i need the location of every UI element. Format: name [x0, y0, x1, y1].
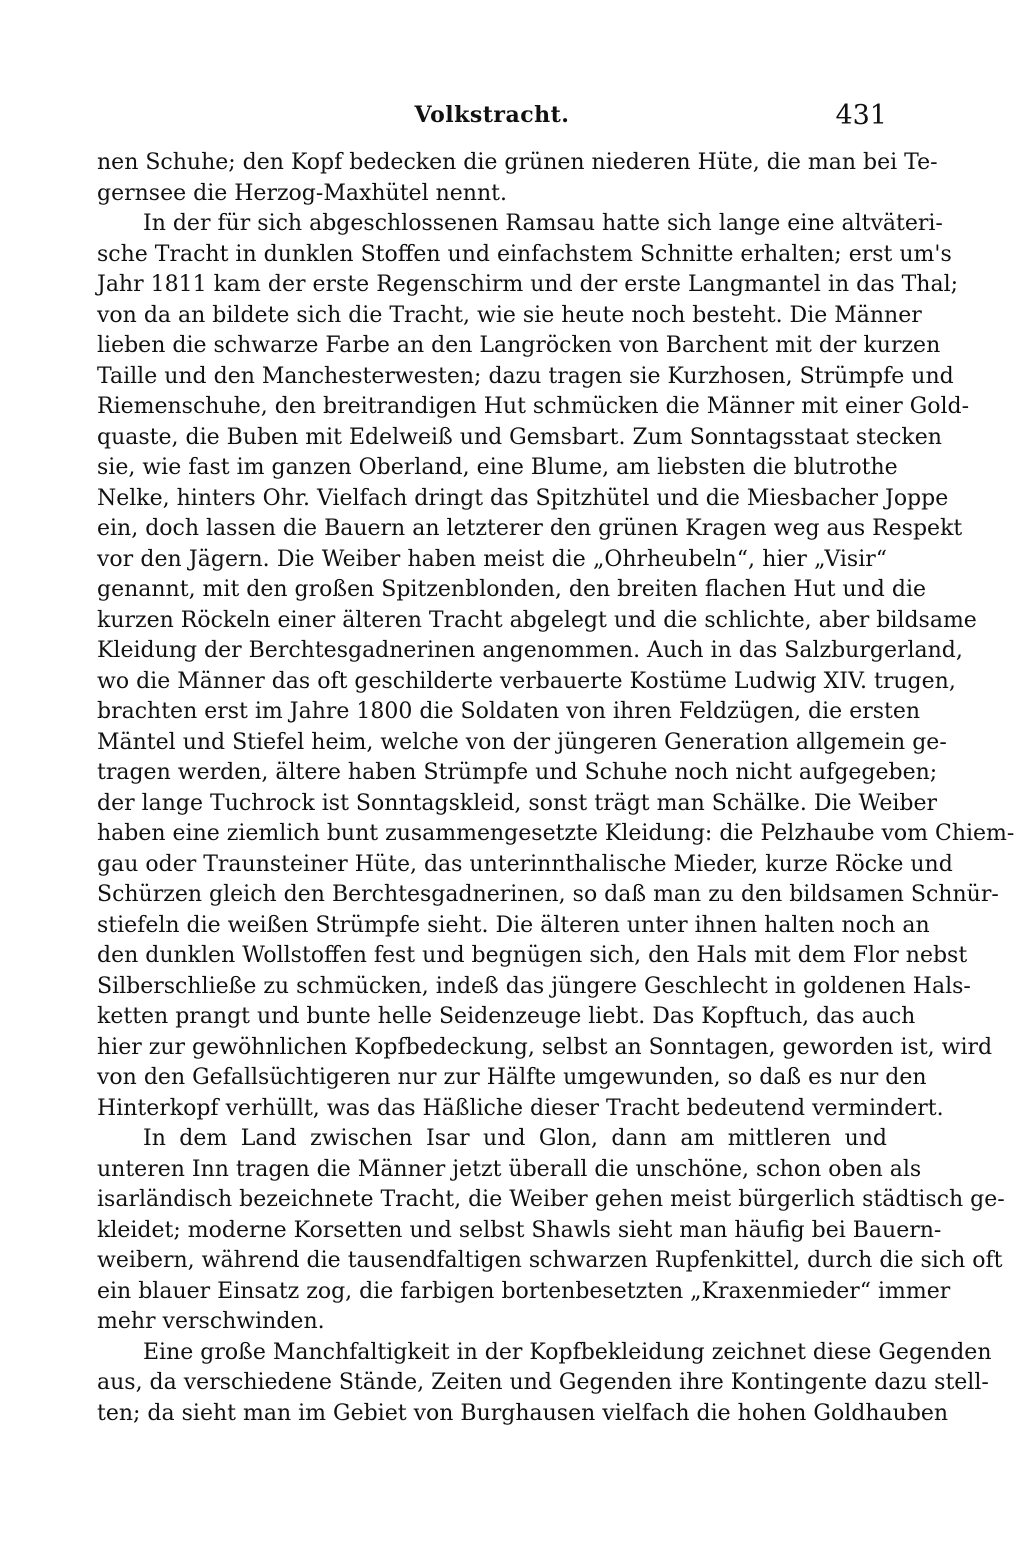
text-line: stiefeln die weißen Strümpfe sieht. Die älteren unter ihnen halten noch an — [97, 912, 930, 938]
text-line: vor den Jägern. Die Weiber haben meist die „Ohrheubeln“, hier „Visir“ — [97, 546, 887, 572]
text-line: In dem Land zwischen Isar und Glon, dann am mittleren und — [143, 1126, 887, 1151]
text-line: haben eine ziemlich bunt zusammengesetzte Kleidung: die Pelzhaube vom Chiem- — [97, 821, 1014, 846]
text-line: sche Tracht in dunklen Stoffen und einfachstem Schnitte erhalten; erst um's — [97, 241, 952, 267]
text-line: brachten erst im Jahre 1800 die Soldaten von ihren Feldzügen, die ersten — [97, 699, 921, 724]
text-line: wo die Männer das oft geschilderte verbauerte Kostüme Ludwig XIV. trugen, — [97, 668, 956, 694]
body-text — [97, 148, 1014, 1429]
text-line: der lange Tuchrock ist Sonntagskleid, sonst trägt man Schälke. Die Weiber — [97, 790, 937, 816]
text-line: In der für sich abgeschlossenen Ramsau hatte sich lange eine altväteri- — [143, 211, 943, 236]
text-line: von den Gefallsüchtigeren nur zur Hälfte umgewunden, so daß es nur den — [97, 1065, 927, 1090]
text-line: hier zur gewöhnlichen Kopfbedeckung, selbst an Sonntagen, geworden ist, wird — [97, 1034, 993, 1060]
text-line: weibern, während die tausendfaltigen schwarzen Rupfenkittel, durch die sich oft — [97, 1248, 1003, 1273]
text-line: aus, da verschiedene Stände, Zeiten und Gegenden ihre Kontingente dazu stell- — [97, 1370, 989, 1395]
running-header — [97, 96, 887, 136]
text-line: ein, doch lassen die Bauern an letzterer den grünen Kragen weg aus Respekt — [97, 516, 963, 541]
text-line: sie, wie fast im ganzen Oberland, eine Blume, am liebsten die blutrothe — [97, 455, 898, 480]
page-number: 431 — [835, 100, 887, 131]
text-line: Riemenschuhe, den breitrandigen Hut schmücken die Männer mit einer Gold- — [97, 394, 970, 419]
text-line: kurzen Röckeln einer älteren Tracht abgelegt und die schlichte, aber bildsame — [97, 607, 977, 633]
text-line: Nelke, hinters Ohr. Vielfach dringt das Spitzhütel und die Miesbacher Joppe — [97, 485, 949, 511]
text-line: ten; da sieht man im Gebiet von Burghausen vielfach die hohen Goldhauben — [97, 1400, 949, 1426]
text-line: Eine große Manchfaltigkeit in der Kopfbekleidung zeichnet diese Gegenden — [143, 1339, 992, 1365]
text-line: den dunklen Wollstoffen fest und begnügen sich, den Hals mit dem Flor nebst — [97, 943, 968, 968]
text-line: Schürzen gleich den Berchtesgadnerinen, so daß man zu den bildsamen Schnür- — [97, 882, 999, 907]
text-line: ketten prangt und bunte helle Seidenzeuge liebt. Das Kopftuch, das auch — [97, 1004, 916, 1029]
text-line: nen Schuhe; den Kopf bedecken die grünen niederen Hüte, die man bei Te- — [97, 150, 938, 175]
text-line: von da an bildete sich die Tracht, wie sie heute noch besteht. Die Männer — [97, 302, 922, 328]
text-line: Mäntel und Stiefel heim, welche von der jüngeren Generation allgemein ge- — [97, 729, 947, 755]
text-line: kleidet; moderne Korsetten und selbst Shawls sieht man häufig bei Bauern- — [97, 1217, 942, 1243]
text-line: tragen werden, ältere haben Strümpfe und Schuhe noch nicht aufgegeben; — [97, 760, 938, 785]
text-line: gernsee die Herzog-Maxhütel nennt. — [97, 180, 507, 206]
text-line: Taille und den Manchesterwesten; dazu tragen sie Kurzhosen, Strümpfe und — [97, 363, 954, 389]
text-line: Jahr 1811 kam der erste Regenschirm und der erste Langmantel in das Thal; — [97, 272, 959, 297]
text-line: lieben die schwarze Farbe an den Langröcken von Barchent mit der kurzen — [97, 333, 941, 358]
text-line: Kleidung der Berchtesgadnerinen angenommen. Auch in das Salzburgerland, — [97, 638, 963, 663]
text-line: mehr verschwinden. — [97, 1309, 325, 1334]
text-line: quaste, die Buben mit Edelweiß und Gemsbart. Zum Sonntagsstaat stecken — [97, 424, 942, 450]
text-line: Silberschließe zu schmücken, indeß das jüngere Geschlecht in goldenen Hals- — [97, 973, 971, 999]
running-title: Volkstracht. — [414, 102, 570, 128]
text-line: Hinterkopf verhüllt, was das Häßliche dieser Tracht bedeutend vermindert. — [97, 1095, 944, 1121]
text-line: isarländisch bezeichnete Tracht, die Weiber gehen meist bürgerlich städtisch ge- — [97, 1187, 1005, 1212]
text-line: gau oder Traunsteiner Hüte, das unterinnthalische Mieder, kurze Röcke und — [97, 851, 953, 877]
text-line: unteren Inn tragen die Männer jetzt überall die unschöne, schon oben als — [97, 1156, 922, 1182]
text-line: ein blauer Einsatz zog, die farbigen bortenbesetzten „Kraxenmieder“ immer — [97, 1278, 951, 1304]
text-line: genannt, mit den großen Spitzenblonden, den breiten flachen Hut und die — [97, 577, 927, 602]
